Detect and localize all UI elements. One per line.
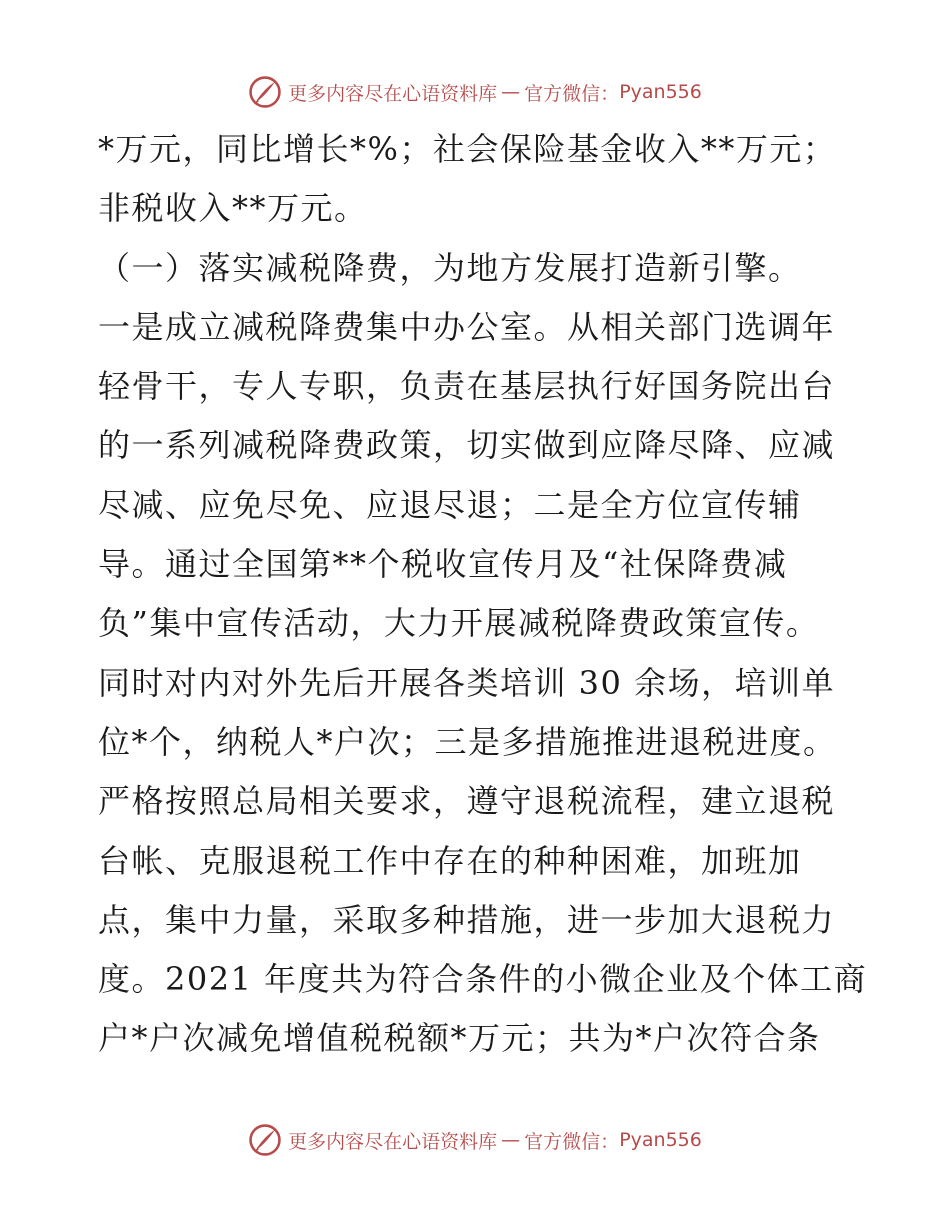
- text-line: *万元，同比增长*%；社会保险基金收入**万元；: [98, 130, 837, 168]
- banner-contact-label: 官方微信：: [524, 1130, 620, 1153]
- text-line: 导。通过全国第**个税收宣传月及“社保降费减: [98, 545, 788, 584]
- banner-text: 更多内容尽在心语资料库: [288, 82, 498, 105]
- banner-contact-id: Pyan556: [619, 81, 702, 103]
- text-line: 度。2021 年度共为符合条件的小微企业及个体工商: [98, 960, 868, 999]
- text-line: 尽减、应免尽免、应退尽退；二是全方位宣传辅: [98, 485, 802, 524]
- document-body: [98, 120, 868, 1069]
- text-line: 户*户次减免增值税税额*万元；共为*户次符合条: [98, 1019, 821, 1058]
- header-watermark-banner: [0, 72, 950, 112]
- text-line: 同时对内对外先后开展各类培训 30 余场，培训单: [98, 663, 836, 702]
- footer-watermark-banner: [0, 1120, 950, 1160]
- text-line: 台帐、克服退税工作中存在的种种困难，加班加: [98, 841, 802, 880]
- quill-pen-logo-icon: [248, 75, 282, 109]
- banner-text: 更多内容尽在心语资料库: [288, 1130, 498, 1153]
- banner-contact-label: 官方微信：: [524, 82, 620, 105]
- text-line: 轻骨干，专人专职，负责在基层执行好国务院出台: [98, 367, 836, 406]
- text-line: 负”集中宣传活动，大力开展减税降费政策宣传。: [98, 604, 820, 643]
- text-line: 点，集中力量，采取多种措施，进一步加大退税力: [98, 900, 836, 939]
- banner-separator: —: [501, 81, 521, 103]
- text-line: 位*个，纳税人*户次；三是多措施推进退税进度。: [98, 722, 837, 761]
- text-line: 非税收入**万元。: [98, 189, 368, 228]
- text-line: 的一系列减税降费政策，切实做到应降尽降、应减: [98, 426, 836, 465]
- text-line: 严格按照总局相关要求，遵守退税流程，建立退税: [98, 782, 836, 821]
- banner-separator: —: [501, 1129, 521, 1151]
- banner-contact-id: Pyan556: [619, 1129, 702, 1151]
- text-line: 一是成立减税降费集中办公室。从相关部门选调年: [98, 307, 836, 346]
- quill-pen-logo-icon: [248, 1123, 282, 1157]
- section-heading: （一）落实减税降费，为地方发展打造新引擎。: [98, 248, 802, 287]
